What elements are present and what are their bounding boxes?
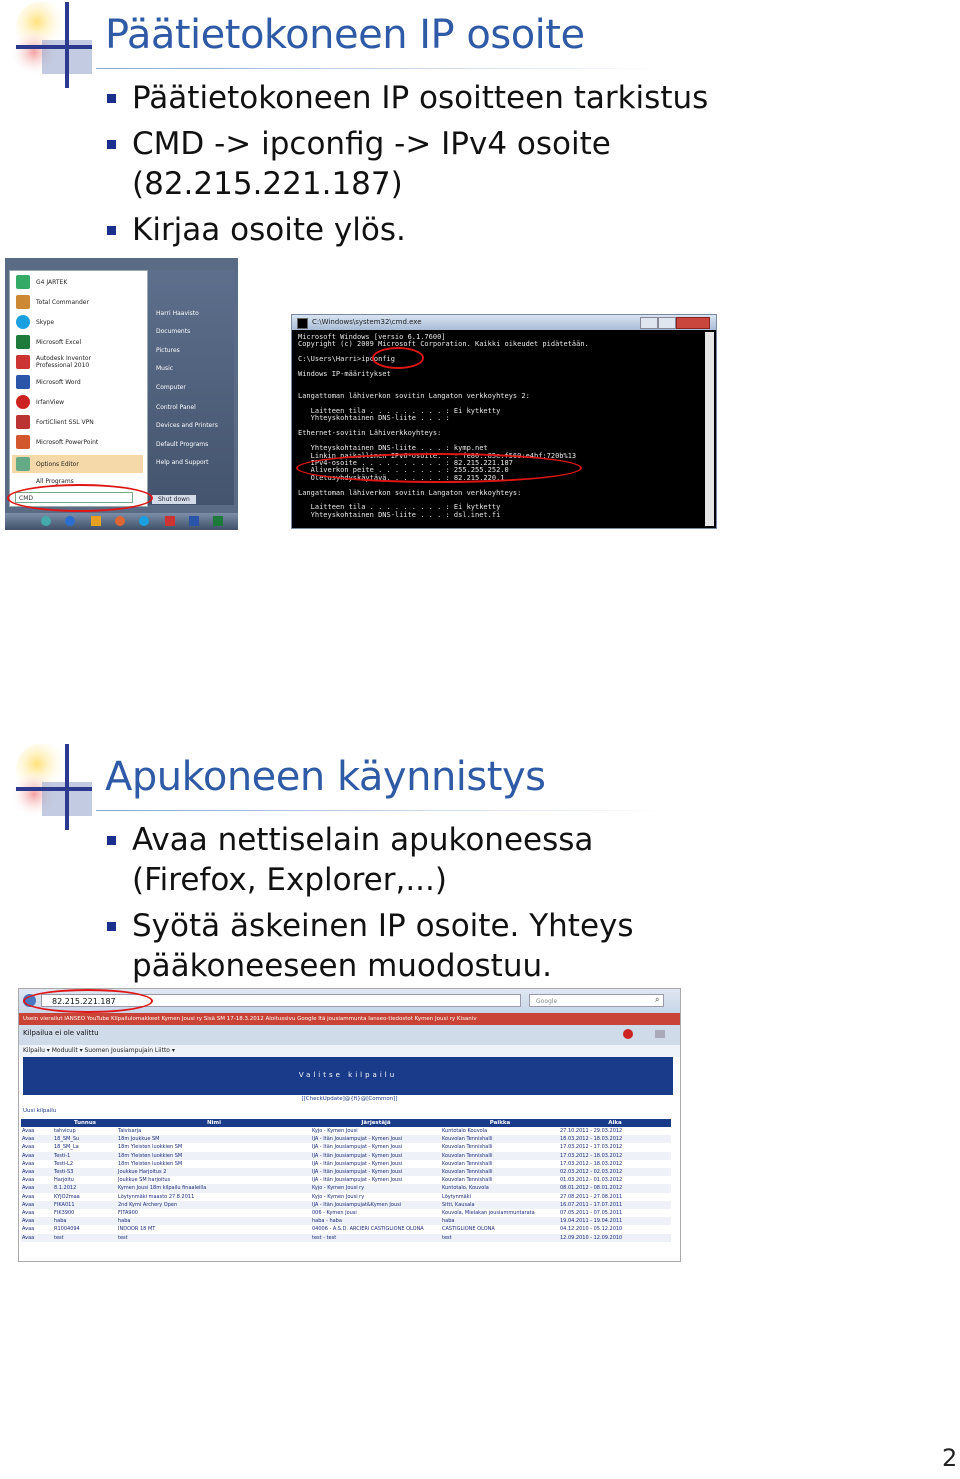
table-cell: FIK3900 [54,1210,75,1217]
column-header: Järjestäjä [311,1119,441,1127]
slide-logo-icon [12,744,102,830]
start-menu-link[interactable]: Harri Haavisto [156,310,199,317]
table-cell: Kyjo - Kymen Jousi [312,1128,358,1134]
start-menu-item[interactable]: Autodesk Inventor Professional 2010 [16,355,126,369]
bullet-square-icon [107,226,116,235]
skype-icon[interactable] [139,516,149,526]
table-cell: Kyjo - Kymen Jousi ry [311,1184,441,1192]
taskbar-icon[interactable] [165,516,175,526]
table-row[interactable] [21,1152,671,1160]
table-cell: IJA - Itän Jousiampujat - Kymen Jousi [312,1144,403,1151]
table-row[interactable] [21,1135,671,1143]
address-bar[interactable]: 82.215.221.187 [41,994,521,1007]
table-cell: haba [117,1217,311,1225]
table-cell: Testi-S3 [53,1168,117,1176]
all-programs-link[interactable]: All Programs [36,478,74,485]
table-row[interactable] [21,1193,671,1201]
bullet-item: Avaa nettiselain apukoneessa (Firefox, Explorer,...) [104,820,704,900]
print-icon[interactable] [655,1030,665,1038]
table-cell: 18.03.2012 - 18.03.2012 [559,1135,671,1143]
open-link[interactable]: Avaa [21,1184,53,1192]
table-cell: 18m Joukkue SM [117,1135,311,1143]
open-link[interactable]: Avaa [21,1135,53,1143]
help-icon[interactable] [623,1029,633,1039]
start-menu-item[interactable]: FortiClient SSL VPN [16,419,94,426]
table-cell: Joukkue Harjoitus 2 [117,1168,311,1176]
open-link[interactable]: Avaa [22,1193,35,1200]
table-cell: haba - haba [311,1217,441,1225]
table-cell: Kymen Jousi 18m kilpailu finaaleilla [117,1184,311,1192]
column-header: Aika [559,1119,671,1127]
open-link[interactable]: Avaa [22,1226,35,1233]
start-search-input[interactable]: CMD [15,492,133,503]
table-cell: 04.12.2010 - 05.12.2010 [560,1226,623,1233]
table-cell: IJA - Itän Jousiampujat - Kymen Jousi [311,1168,441,1176]
start-menu-link[interactable]: Help and Support [156,459,209,466]
table-cell: IJA - Itän Jousiampujat&Kymen Jousi [311,1201,441,1209]
table-cell: 17.03.2012 - 18.03.2012 [560,1160,623,1167]
table-cell: 006 - Kymen Jousi [312,1210,357,1217]
minimize-icon[interactable] [640,317,658,329]
bullet-list [104,78,724,256]
table-row[interactable] [21,1143,671,1151]
start-menu-link[interactable]: Music [156,365,174,372]
bullet-list [104,820,704,992]
table-cell: Sitti, Kausala [441,1201,559,1209]
table-cell: 18m Yleisten luokkien SM [117,1152,311,1160]
bullet-item: Syötä äskeinen IP osoite. Yhteys pääkoneeseen muodostuu. [104,906,704,986]
start-menu-item[interactable]: Microsoft Word [16,379,81,386]
app-icon [16,355,30,369]
table-cell: FITA900 [118,1210,138,1217]
table-cell: 12.09.2010 - 12.09.2010 [559,1234,671,1242]
browser-tab[interactable]: Kilpailua ei ole valittu [19,1025,680,1045]
table-cell: Kouvolan Tennishalli [442,1160,493,1167]
table-cell: test [441,1234,559,1242]
table-cell: Kuntotalo Kouvola [442,1128,488,1134]
bullet-square-icon [107,836,116,845]
table-cell: CASTIGLIONE OLONA [442,1226,495,1233]
table-cell: IJA - Itän Jousiampujat - Kymen Jousi [312,1160,403,1167]
table-cell: Löytynmäki maasto 27.8.2011 [118,1193,195,1200]
table-cell: Testi-1 [53,1152,117,1160]
start-menu-item[interactable]: Microsoft Excel [16,339,81,346]
table-header-row [21,1119,671,1127]
start-menu-item[interactable]: IrfanView [16,399,64,406]
table-cell: Kouvolan Tennishalli [442,1177,493,1184]
table-cell: Joukkue SM harjoitus [118,1177,171,1184]
start-menu-item[interactable]: Skype [16,319,54,326]
folder-icon[interactable] [91,516,101,526]
bullet-item: Kirjaa osoite ylös. [104,210,724,250]
table-row[interactable] [21,1225,671,1233]
table-cell: 18_SM_La [54,1144,79,1151]
table-cell: Kuntotalo, Kouvola [441,1184,559,1192]
table-cell: FIKA011 [53,1201,117,1209]
app-icon [16,415,30,429]
open-link[interactable]: Avaa [22,1177,35,1184]
table-row[interactable] [21,1168,671,1176]
table-row[interactable] [21,1127,671,1135]
start-menu-item[interactable]: G4 JARTEK [16,279,67,286]
table-cell: Löytynmäki [442,1193,472,1200]
column-header [21,1119,53,1127]
table-cell: Kouvolan Tennishalli [441,1135,559,1143]
bullet-square-icon [107,922,116,931]
start-menu-link[interactable]: Computer [156,384,186,391]
title-divider [96,810,666,811]
slide-logo-icon [12,2,102,88]
table-cell: KYJO2maa [54,1193,80,1200]
table-cell: test [117,1234,311,1242]
competition-table [21,1119,671,1242]
table-cell: Testi-L2 [54,1160,74,1167]
page-number: 2 [942,1444,958,1472]
table-cell: 27.08.2011 - 27.08.2011 [560,1193,623,1200]
table-cell: 18m Yleisten luokkien SM [118,1144,183,1151]
table-cell: 04006 - A.S.D. ARCIERI CASTIGLIONE OLONA [312,1226,424,1233]
slide-title: Apukoneen käynnistys [105,754,546,800]
search-box[interactable]: Google [529,994,664,1007]
table-cell: Kouvolan Tennishalli [441,1152,559,1160]
start-menu-item-highlighted[interactable]: Options Editor [12,455,143,473]
column-header: Tunnus [53,1119,117,1127]
table-row[interactable] [21,1176,671,1184]
start-menu-places [148,270,234,505]
taskbar [5,513,238,530]
table-cell: R1004094 [54,1226,80,1233]
search-icon[interactable]: ⌕ [655,995,660,1004]
table-row[interactable] [21,1184,671,1192]
table-cell: INDOOR 18 MT [118,1226,156,1233]
table-cell: 01.03.2012 - 01.03.2012 [560,1177,623,1184]
bullet-item: CMD -> ipconfig -> IPv4 osoite (82.215.221.187) [104,124,724,204]
table-cell: 16.07.2011 - 17.07.2011 [559,1201,671,1209]
table-row[interactable] [21,1201,671,1209]
start-menu-link[interactable]: Devices and Printers [156,422,218,429]
close-icon[interactable] [676,317,710,329]
table-row[interactable] [21,1217,671,1225]
cmd-output: Microsoft Windows [versio 6.1.7600] Copyright (c) 2009 Microsoft Corporation. Kaikki oikeudet pidätetään. C:\Users\Harri>ipconfig Windows IP-määritykset Langattoman lähiverkon sovitin Langaton verkkoyhteys 2: Laitteen tila . . . . . . . . . : Ei kytketty Yhteyskohtainen DNS-liite . . . : Ethernet-sovitin Lähiverkkoyhteys: Yhteyskohtainen DNS-liite . . . : kymp.net Linkin paikallinen IPv6-osoite. . : fe80::85e:f560:e4bf:720b%13 IPv4-osoite . . . . . . . . . . : 82.215.221.187 Aliverkon peite . . . . . . . . : 255.255.252.0 Oletusyhdyskäytävä. . . . . . . : 82.215.220.1 Langattoman lähiverkon sovitin Langaton verkkoyhteys: Laitteen tila . . . . . . . . . : Ei kytketty Yhteyskohtainen DNS-liite . . . : dsl.inet.fi [298,333,589,519]
table-cell: 07.05.2011 - 07.05.2011 [560,1210,623,1217]
open-link[interactable]: Avaa [21,1234,53,1242]
maximize-icon[interactable] [658,317,676,329]
app-icon [16,435,30,449]
app-icon [16,375,30,389]
start-menu-link[interactable]: Control Panel [156,404,196,411]
ie-icon[interactable] [65,516,75,526]
table-cell: 02.03.2012 - 02.03.2012 [559,1168,671,1176]
table-cell: Talvisarja [118,1128,142,1134]
table-cell: test - test [311,1234,441,1242]
cmd-window-screenshot [291,314,717,529]
table-cell: Kouvolan Tennishalli [441,1168,559,1176]
table-cell: Kouvolan Tennishalli [442,1144,493,1151]
table-cell: test [53,1234,117,1242]
open-link[interactable]: Avaa [22,1144,35,1151]
start-menu-link[interactable]: Pictures [156,347,180,354]
app-icon [16,315,30,329]
table-cell: 08.01.2012 - 08.01.2012 [559,1184,671,1192]
highlight-ellipse [7,484,153,512]
check-update-link[interactable]: [[CheckUpdate]@{fi}@[Common]] [301,1096,398,1102]
excel-icon[interactable] [213,516,223,526]
page-banner: Valitse kilpailu [23,1057,673,1095]
start-menu-screenshot [5,258,238,530]
app-icon [16,395,30,409]
title-divider [96,68,666,69]
start-menu-link[interactable]: Documents [156,328,191,335]
taskbar-icon[interactable] [41,516,51,526]
table-cell: 17.03.2012 - 17.03.2012 [560,1144,623,1151]
table-cell: Harjoitu [54,1177,74,1184]
highlight-ellipse [372,347,424,369]
table-cell: 18_SM_Su [53,1135,117,1143]
taskbar-icon[interactable] [115,516,125,526]
table-cell: 19.04.2011 - 19.04.2011 [559,1217,671,1225]
bullet-square-icon [107,94,116,103]
table-row[interactable] [21,1234,671,1242]
open-link[interactable]: Avaa [22,1128,35,1134]
open-link[interactable]: Avaa [22,1210,35,1217]
open-link[interactable]: Avaa [21,1201,53,1209]
browser-screenshot [18,988,681,1262]
app-icon [16,335,30,349]
start-menu-item[interactable]: Microsoft PowerPoint [16,439,98,446]
table-cell: 27.10.2011 - 29.03.2012 [560,1128,623,1134]
slide-1 [0,0,960,737]
favorites-bar[interactable]: Usein vierailut IANSEO YouTube Kilpailulomakkeet Kymen Jousi ry Sisä SM 17-18.3.2012 Aloitussivu Google Itä jousiammunta Ianseo-tiedostot Kymen Jousi ry Kisaniv [19,1013,680,1025]
table-row[interactable] [21,1209,671,1217]
column-header: Paikka [441,1119,559,1127]
highlight-ellipse [23,989,153,1013]
app-icon [16,295,30,309]
open-link[interactable]: Avaa [21,1217,53,1225]
column-header: Nimi [117,1119,311,1127]
cmd-icon [297,318,308,329]
app-icon [16,457,30,471]
open-link[interactable]: Avaa [21,1152,53,1160]
table-cell: 2nd Kymi Archery Open [117,1201,311,1209]
table-cell: tahvicup [54,1128,76,1134]
open-link[interactable]: Avaa [22,1160,35,1167]
table-cell: IJA - Itän Jousiampujat - Kymen Jousi [312,1177,403,1184]
open-link[interactable]: Avaa [21,1168,53,1176]
start-menu-item[interactable]: Total Commander [16,299,89,306]
app-menu-bar[interactable]: Kilpailu ▾ Moduulit ▾ Suomen Jousiampujain Liitto ▾ [19,1045,680,1057]
bullet-item: Päätietokoneen IP osoitteen tarkistus [104,78,724,118]
table-cell: 8.1.2012 [53,1184,117,1192]
slide-title: Päätietokoneen IP osoite [105,12,585,58]
shutdown-button[interactable]: Shut down [152,495,196,504]
bullet-square-icon [107,140,116,149]
cmd-title-bar: C:\Windows\system32\cmd.exe [292,315,716,330]
table-cell: 18m Yleisten luokkien SM [118,1160,183,1167]
table-cell: Kyjo - Kymen Jousi ry [312,1193,365,1200]
table-cell: IJA - Itän Jousiampujat - Kymen Jousi [311,1152,441,1160]
highlight-ellipse [296,453,582,483]
table-cell: haba [441,1217,559,1225]
table-cell: haba [53,1217,117,1225]
table-cell: 17.03.2012 - 18.03.2012 [559,1152,671,1160]
table-cell: Kouvola, Mielakan jousiammuntarata [442,1210,535,1217]
word-icon[interactable] [189,516,199,526]
cmd-scrollbar[interactable] [705,332,714,526]
start-menu-programs [9,270,148,507]
table-row[interactable] [21,1160,671,1168]
start-menu-link[interactable]: Default Programs [156,441,209,448]
new-competition-link[interactable]: Uusi kilpailu [23,1108,57,1114]
table-cell: IJA - Itän Jousiampujat - Kymen Jousi [311,1135,441,1143]
app-icon [16,275,30,289]
